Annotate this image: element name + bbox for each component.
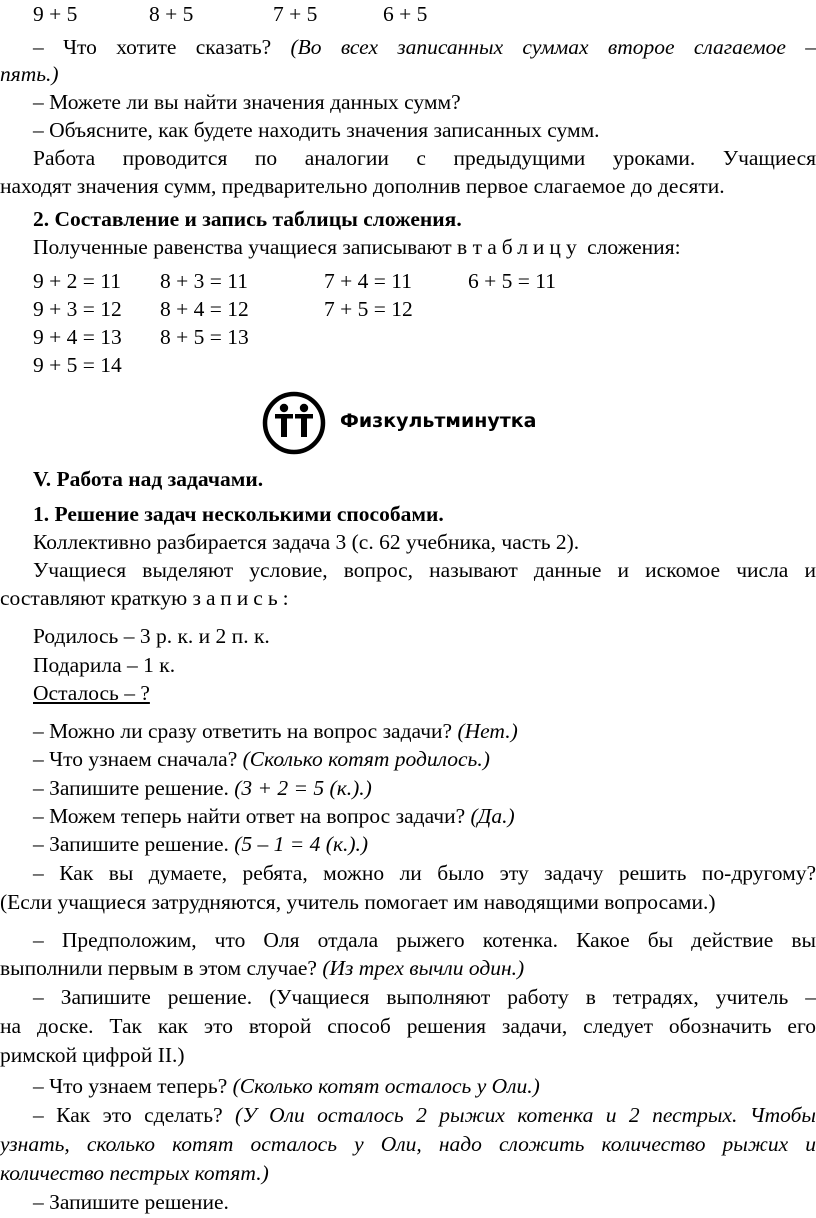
other-way-line-2: (Если учащиеся затрудняются, учитель помогает им наводящими вопросами.) xyxy=(0,890,716,914)
record-gave: Подарила – 1 к. xyxy=(33,653,176,677)
record-left: Осталось – ? xyxy=(33,681,150,705)
task-intro: Коллективно разбирается задача 3 (с. 62 учебника, часть 2). xyxy=(33,530,580,554)
write-second-line-3: римской цифрой II.) xyxy=(0,1043,185,1067)
dialog-line: – Можно ли сразу ответить на вопрос задачи? (Нет.) xyxy=(33,719,518,743)
sum-7-5: 7 + 5 xyxy=(273,2,318,26)
task-paragraph-line-2: составляют краткую запись: xyxy=(0,586,289,610)
spaced-word-record: запись xyxy=(192,586,283,610)
table-cell: 6 + 5 = 11 xyxy=(468,269,556,293)
section-v-heading: V. Работа над задачами. xyxy=(33,467,264,491)
dialog-line: – Запишите решение. (3 + 2 = 5 (к.).) xyxy=(33,776,372,800)
sum-6-5: 6 + 5 xyxy=(383,2,428,26)
write-second-line-2: на доске. Так как это второй способ решения задачи, следует обозначить его xyxy=(0,1014,816,1038)
table-cell: 8 + 4 = 12 xyxy=(160,297,249,321)
write-second-line-1: – Запишите решение. (Учащиеся выполняют работу в тетрадях, учитель – xyxy=(33,985,816,1009)
work-paragraph-line-1: Работа проводится по аналогии с предыдущими уроками. Учащиеся xyxy=(33,146,816,170)
dialog-line: – Можем теперь найти ответ на вопрос задачи? (Да.) xyxy=(33,804,515,828)
question-explain: – Объясните, как будете находить значения записанных сумм. xyxy=(33,118,600,142)
table-cell: 9 + 5 = 14 xyxy=(33,353,122,377)
table-cell: 8 + 5 = 13 xyxy=(160,325,249,349)
spaced-word-table: таблицу xyxy=(472,235,582,259)
sum-9-5: 9 + 5 xyxy=(33,2,78,26)
suppose-line-2: выполнили первым в этом случае? (Из трех вычли один.) xyxy=(0,956,525,980)
table-cell: 7 + 5 = 12 xyxy=(324,297,413,321)
answer-second-addend-end: пять.) xyxy=(0,62,59,86)
suppose-line-1: – Предположим, что Оля отдала рыжего котенка. Какое бы действие вы xyxy=(33,928,816,952)
question-find-values: – Можете ли вы найти значения данных сумм? xyxy=(33,90,461,114)
how-answer-line-3: количество пестрых котят.) xyxy=(0,1161,269,1185)
dialog-line: – Запишите решение. (5 – 1 = 4 (к.).) xyxy=(33,832,369,856)
work-paragraph-line-2: находят значения сумм, предварительно дополнив первое слагаемое до десяти. xyxy=(0,174,725,198)
record-born: Родилось – 3 р. к. и 2 п. к. xyxy=(33,624,270,648)
how-answer-line-2: узнать, сколько котят осталось у Оли, надо сложить количество рыжих и xyxy=(0,1132,816,1156)
question-what-to-say: – Что хотите сказать? (Во всех записанных суммах второе слагаемое – xyxy=(33,35,816,59)
table-cell: 9 + 2 = 11 xyxy=(33,269,121,293)
dialog-line: – Что узнаем сначала? (Сколько котят родилось.) xyxy=(33,747,490,771)
table-cell: 8 + 3 = 11 xyxy=(160,269,248,293)
section-v1-heading: 1. Решение задач несколькими способами. xyxy=(33,502,444,526)
final-instruction: – Запишите решение. xyxy=(33,1190,229,1214)
section-2-heading: 2. Составление и запись таблицы сложения. xyxy=(33,207,462,231)
what-now-question: – Что узнаем теперь? (Сколько котят осталось у Оли.) xyxy=(33,1074,540,1098)
table-cell: 9 + 4 = 13 xyxy=(33,325,122,349)
table-cell: 7 + 4 = 11 xyxy=(324,269,412,293)
two-figures-icon xyxy=(262,391,326,455)
sum-8-5: 8 + 5 xyxy=(149,2,194,26)
fizkultminutka-label: Физкультминутка xyxy=(340,410,537,432)
other-way-line-1: – Как вы думаете, ребята, можно ли было эту задачу решить по-другому? xyxy=(33,861,816,885)
task-paragraph-line-1: Учащиеся выделяют условие, вопрос, называют данные и искомое числа и xyxy=(33,558,816,582)
answer-second-addend: (Во всех записанных суммах второе слагаемое – xyxy=(290,35,816,59)
table-cell: 9 + 3 = 12 xyxy=(33,297,122,321)
how-question-line-1: – Как это сделать? (У Оли осталось 2 рыжих котенка и 2 пестрых. Чтобы xyxy=(33,1103,816,1127)
table-intro: Полученные равенства учащиеся записывают в таблицу сложения: xyxy=(33,235,681,259)
